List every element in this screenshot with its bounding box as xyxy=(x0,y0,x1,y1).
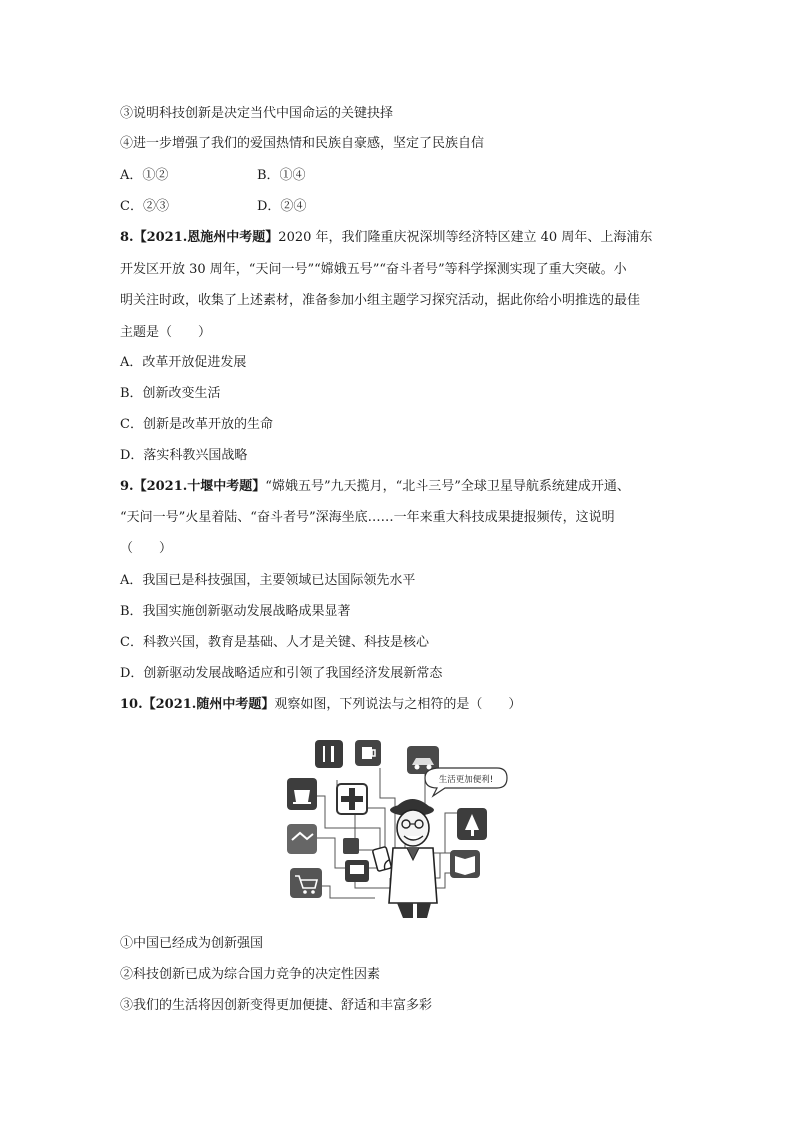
network-tile-icon xyxy=(343,838,359,854)
medical-cross-tile-icon xyxy=(337,784,367,814)
q10-text-1: 观察如图，下列说法与之相符的是（ ） xyxy=(274,697,522,712)
q10-statement-1: ①中国已经成为创新强国 xyxy=(120,936,264,951)
mug-tile-icon xyxy=(355,740,381,766)
book-tile-icon xyxy=(450,850,480,878)
q8-option-d: D．落实科教兴国战略 xyxy=(120,448,248,463)
tree-tile-icon xyxy=(457,808,487,840)
q8-line-1 xyxy=(120,228,652,248)
q7-option-c: C．②③ xyxy=(120,199,169,214)
q9-option-b: B．我国实施创新驱动发展战略成果显著 xyxy=(120,604,351,619)
q9-option-c: C．科教兴国，教育是基础、人才是关键、科技是核心 xyxy=(120,635,429,650)
q9-option-a: A．我国已是科技强国，主要领域已达国际领先水平 xyxy=(120,573,416,588)
q9-number: 9. xyxy=(120,479,134,494)
man-with-phone-icon xyxy=(372,799,437,918)
q7-statement-3: ③说明科技创新是决定当代中国命运的关键抉择 xyxy=(120,106,394,121)
q8-option-c: C．创新是改革开放的生命 xyxy=(120,417,273,432)
q7-statement-4: ④进一步增强了我们的爱国热情和民族自豪感，坚定了民族自信 xyxy=(120,136,485,151)
q8-option-b: B．创新改变生活 xyxy=(120,386,221,401)
q10-source-tag: 【2021.随州中考题】 xyxy=(142,697,275,712)
cutlery-tile-icon xyxy=(315,740,343,768)
q10-number: 10. xyxy=(120,697,143,712)
laptop-tile-icon xyxy=(345,860,369,882)
q8-text-1: 2020 年，我们隆重庆祝深圳等经济特区建立 40 周年、上海浦东 xyxy=(278,230,653,245)
q9-line-3: （ ） xyxy=(120,541,173,556)
q8-option-a: A．改革开放促进发展 xyxy=(120,355,247,370)
bubble-text: 生活更加便利! xyxy=(438,775,494,785)
q8-source-tag: 【2021.恩施州中考题】 xyxy=(133,230,279,245)
q10-line-1 xyxy=(120,695,521,715)
coffee-tile-icon xyxy=(287,778,317,810)
q9-option-d: D．创新驱动发展战略适应和引领了我国经济发展新常态 xyxy=(120,666,443,681)
q9-text-1: “嫦娥五号”九天揽月，“北斗三号”全球卫星导航系统建成开通、 xyxy=(265,479,630,494)
handshake-tile-icon xyxy=(287,824,317,854)
q8-number: 8. xyxy=(120,230,134,245)
q10-statement-2: ②科技创新已成为综合国力竞争的决定性因素 xyxy=(120,967,381,982)
q10-statement-3: ③我们的生活将因创新变得更加便捷、舒适和丰富多彩 xyxy=(120,998,433,1013)
q8-line-2: 开发区开放 30 周年，“天问一号”“嫦娥五号”“奋斗者号”等科学探测实现了重大突破。小 xyxy=(120,262,627,277)
q7-option-b: B．①④ xyxy=(257,168,306,183)
q9-line-1 xyxy=(120,477,630,497)
q7-option-a: A．①② xyxy=(120,168,169,183)
shopping-cart-tile-icon xyxy=(290,868,322,898)
q7-option-d: D．②④ xyxy=(257,199,307,214)
innovation-illustration xyxy=(285,738,510,921)
q8-line-4: 主题是（ ） xyxy=(120,325,212,340)
q9-line-2: “天问一号”火星着陆、“奋斗者号”深海坐底……一年来重大科技成果捷报频传，这说明 xyxy=(120,510,615,525)
q9-source-tag: 【2021.十堰中考题】 xyxy=(133,479,266,494)
q8-line-3: 明关注时政，收集了上述素材，准备参加小组主题学习探究活动，据此你给小明推选的最佳 xyxy=(120,293,641,308)
